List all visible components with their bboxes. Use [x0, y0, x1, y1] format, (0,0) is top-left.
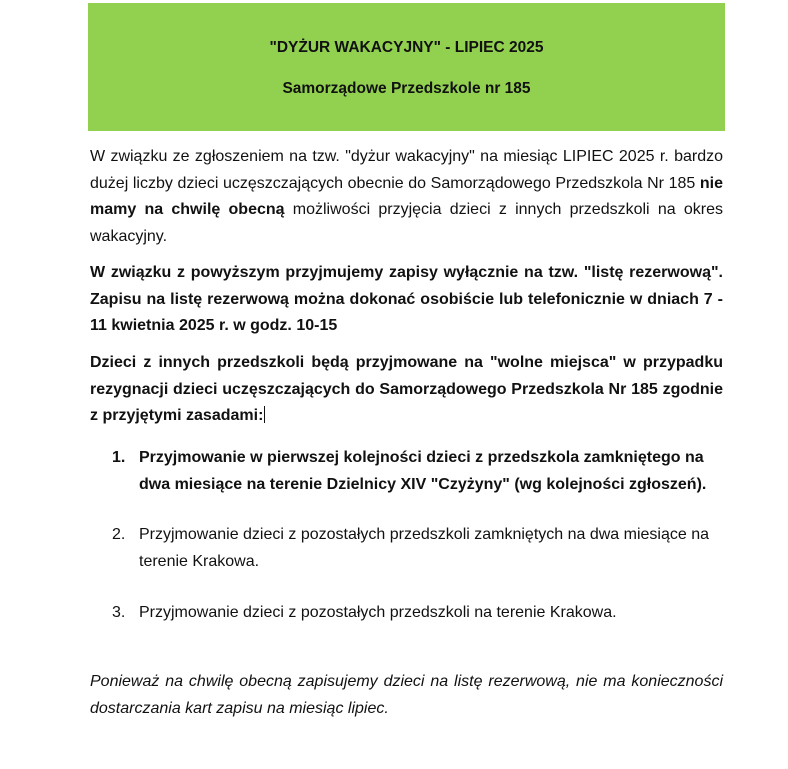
paragraph-reserve-list: W związku z powyższym przyjmujemy zapisy wyłącznie na tzw. "listę rezerwową". Zapisu na listę rezerwową można dokonać osobiście lub telefonicznie w dniach 7 - 11 kwietnia 2025 r. w godz. 10-15 [90, 264, 723, 334]
list-number: 3. [112, 604, 126, 621]
list-number: 2. [112, 526, 126, 543]
list-number: 1. [112, 449, 126, 466]
list-text: Przyjmowanie w pierwszej kolejności dzieci z przedszkola zamkniętego na dwa miesiące na terenie Dzielnicy XIV "Czyżyny" (wg kolejności zgłoszeń). [139, 449, 707, 493]
paragraph-rules [90, 350, 723, 430]
text-cursor [264, 406, 265, 423]
intro-text-bold: nie mamy na chwilę obecną [90, 174, 723, 218]
document-subtitle: Samorządowe Przedszkole nr 185 [282, 80, 531, 97]
list-text: Przyjmowanie dzieci z pozostałych przedszkoli na terenie Krakowa. [139, 604, 617, 621]
list-text: Przyjmowanie dzieci z pozostałych przedszkoli zamkniętych na dwa miesiące na terenie Krakowa. [139, 526, 710, 570]
paragraph-intro [90, 144, 723, 250]
document-title: "DYŻUR WAKACYJNY" - LIPIEC 2025 [269, 39, 544, 56]
paragraph-closing-note: Ponieważ na chwilę obecną zapisujemy dzieci na listę rezerwową, nie ma konieczności dostarczania kart zapisu na miesiąc lipiec. [90, 673, 723, 717]
title-banner [88, 3, 725, 131]
intro-text-c: możliwości przyjęcia dzieci z innych przedszkoli na okres wakacyjny. [90, 201, 723, 245]
intro-text-a: W związku ze zgłoszeniem na tzw. "dyżur wakacyjny" na miesiąc LIPIEC 2025 r. bardzo dużej liczby dzieci uczęszczających obecnie do Samorządowego Przedszkola Nr 185 [90, 148, 723, 192]
rules-text: Dzieci z innych przedszkoli będą przyjmowane na "wolne miejsca" w przypadku rezygnacji dzieci uczęszczających do Samorządowego Przedszkola Nr 185 zgodnie z przyjętymi zasadami: [90, 354, 723, 424]
